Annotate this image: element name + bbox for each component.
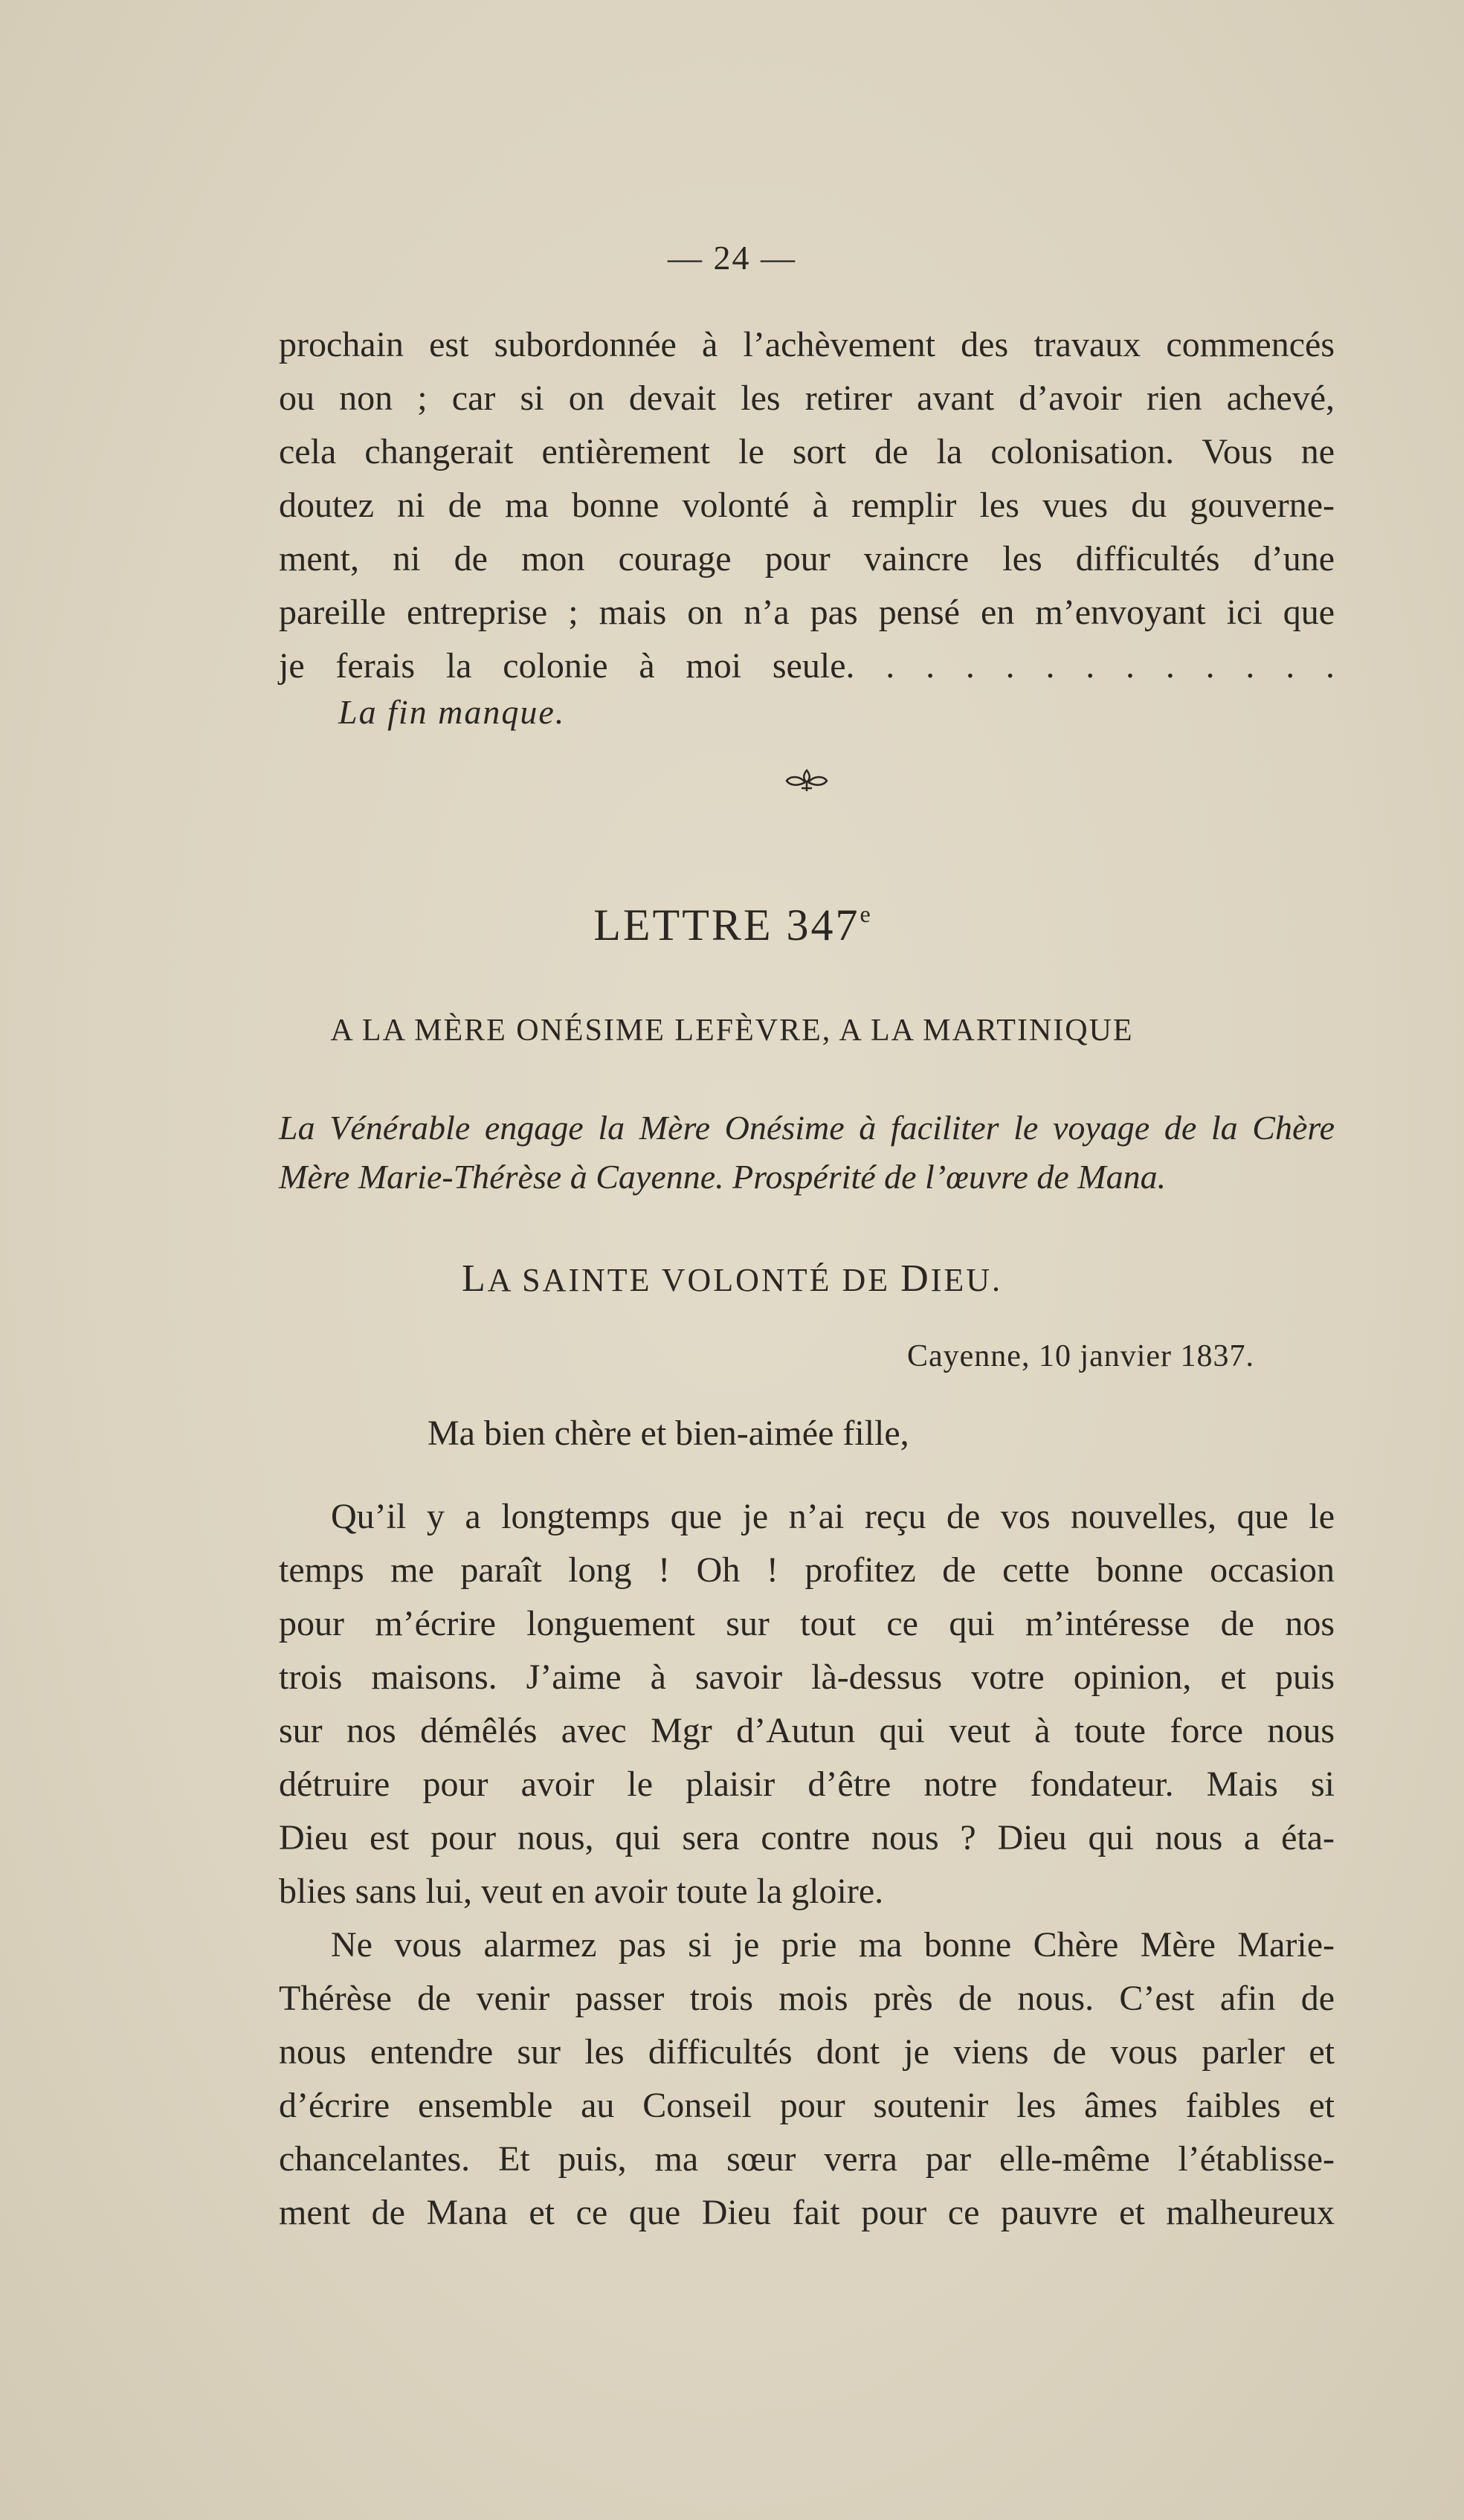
body-line: d’écrire ensemble au Conseil pour soutenir les âmes faibles et [279,2086,1335,2125]
letter-title-text: LETTRE 347 [593,900,860,950]
motto-middle: SAINTE VOLONTÉ DE [522,1262,891,1298]
body-line: temps me paraît long ! Oh ! profitez de cette bonne occasion [279,1550,1335,1590]
body-line: Thérèse de venir passer trois mois près de nous. C’est afin de [279,1979,1335,2018]
text-line: pareille entreprise ; mais on n’a pas pensé en m’envoyant ici que [279,593,1335,632]
letter-salutation: Ma bien chère et bien-aimée fille, [428,1414,909,1453]
body-line: trois maisons. J’aime à savoir là-dessus votre opinion, et puis [279,1657,1335,1697]
page-number: — 24 — [668,239,796,277]
letter-summary-line: Mère Marie-Thérèse à Cayenne. Prospérité de l’œuvre de Mana. [279,1158,1167,1196]
motto-la-rest: A [487,1262,512,1298]
body-line: détruire pour avoir le plaisir d’être notre fondateur. Mais si [279,1765,1335,1804]
letter-summary-line: La Vénérable engage la Mère Onésime à faciliter le voyage de la Chère [279,1109,1335,1147]
body-line: sur nos démêlés avec Mgr d’Autun qui veut à toute force nous [279,1711,1335,1750]
text-line: cela changerait entièrement le sort de la colonisation. Vous ne [279,432,1335,471]
letter-motto [0,1257,1464,1301]
body-line: Dieu est pour nous, qui sera contre nous ? Dieu qui nous a éta- [279,1818,1335,1857]
text-line: doutez ni de ma bonne volonté à remplir les vues du gouverne- [279,486,1335,525]
motto-initial-dieu: D [900,1257,931,1300]
body-line: Qu’il y a longtemps que je n’ai reçu de vos nouvelles, que le [331,1497,1335,1536]
fin-manque-note: La fin manque. [338,693,566,731]
letter-dateline: Cayenne, 10 janvier 1837. [907,1339,1255,1373]
motto-dieu-rest: IEU. [930,1262,1003,1298]
text-line: je ferais la colonie à moi seule. . . . . . . . . . . . . [279,646,1335,686]
body-line: blies sans lui, veut en avoir toute la gloire. [279,1872,884,1911]
body-line: ment de Mana et ce que Dieu fait pour ce pauvre et malheureux [279,2193,1335,2232]
body-line: pour m’écrire longuement sur tout ce qui m’intéresse de nos [279,1604,1335,1643]
letter-title [0,900,1464,951]
fleuron-ornament-icon [781,766,833,796]
motto-initial-la: L [461,1257,488,1300]
letter-recipient: A LA MÈRE ONÉSIME LEFÈVRE, A LA MARTINIQUE [330,1014,1134,1048]
text-line: ou non ; car si on devait les retirer avant d’avoir rien achevé, [279,378,1335,418]
text-line: ment, ni de mon courage pour vaincre les difficultés d’une [279,539,1335,579]
body-line: chancelantes. Et puis, ma sœur verra par elle-même l’établisse- [279,2139,1335,2179]
text-line: prochain est subordonnée à l’achèvement des travaux commencés [279,325,1335,364]
letter-title-superscript: e [860,900,871,927]
body-line: Ne vous alarmez pas si je prie ma bonne Chère Mère Marie- [331,1925,1335,1965]
body-line: nous entendre sur les difficultés dont je viens de vous parler et [279,2032,1335,2072]
